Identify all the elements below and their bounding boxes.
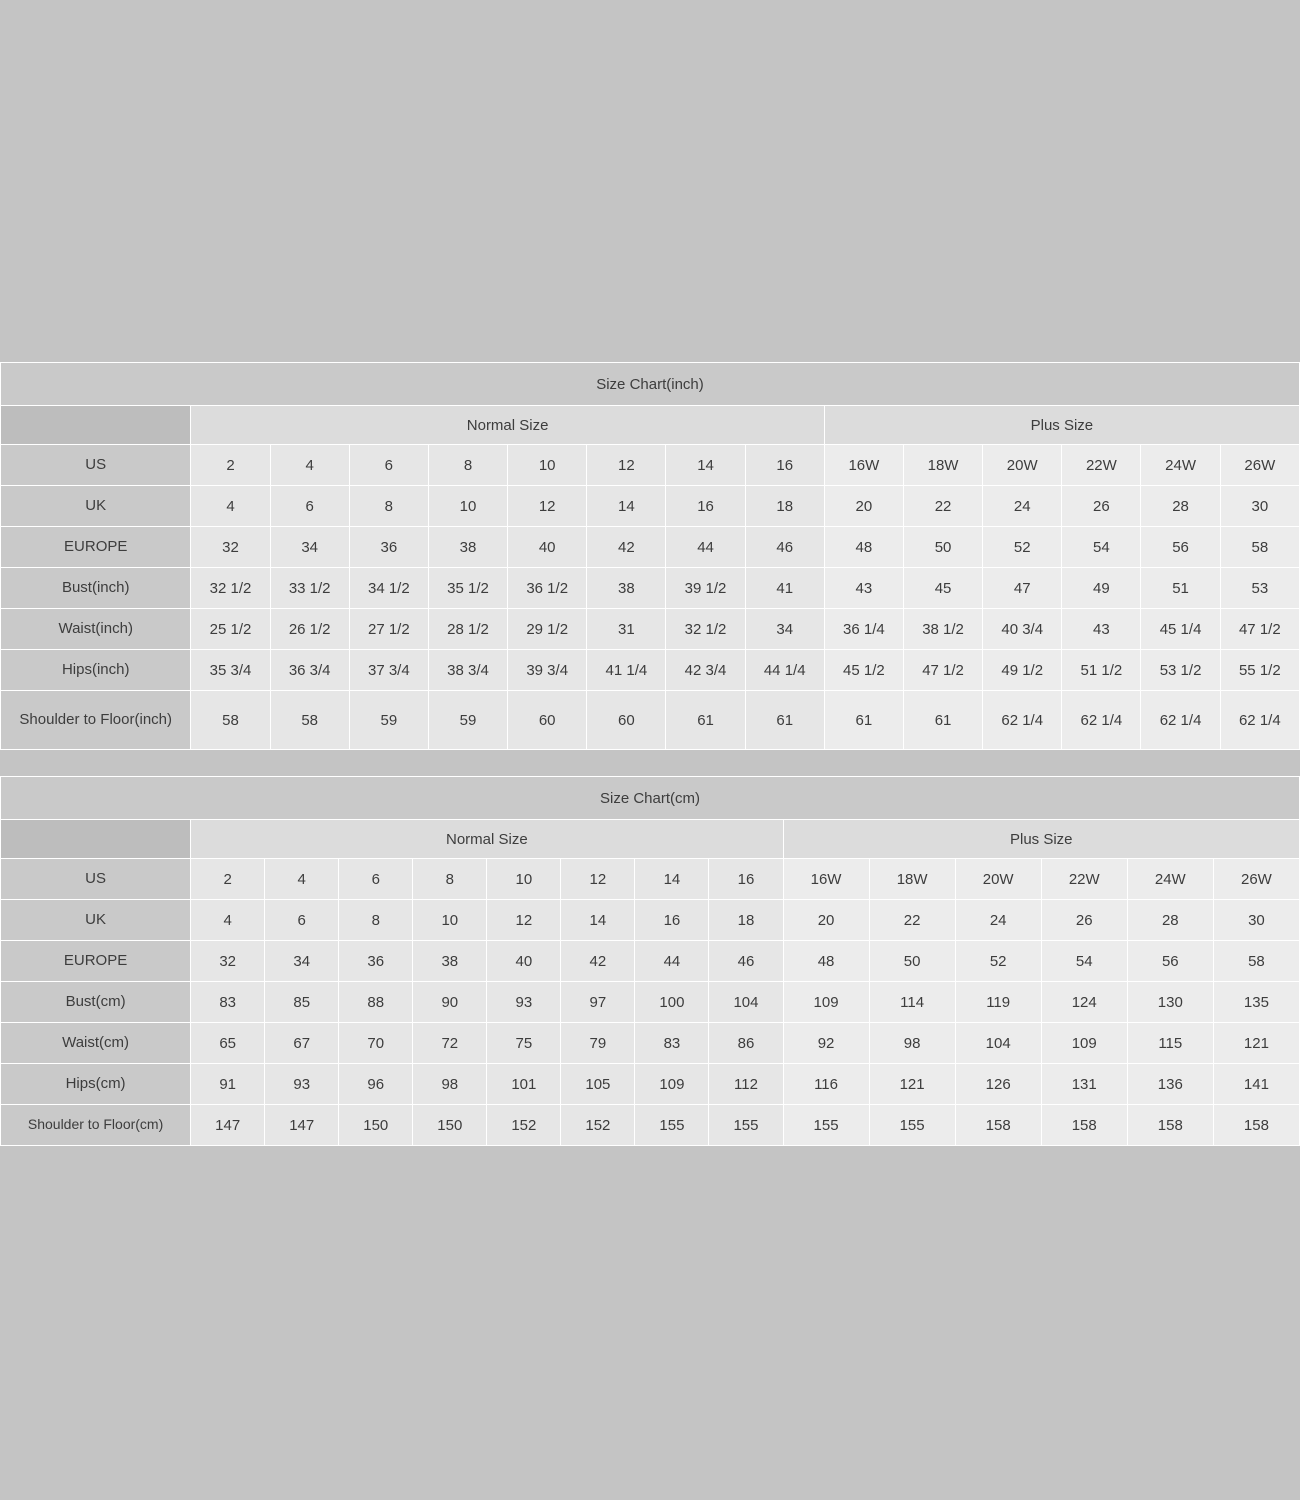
- table-row: [1, 1105, 1300, 1146]
- cell: 50: [869, 941, 955, 982]
- cell: 61: [666, 691, 745, 750]
- row-label: Bust(cm): [1, 982, 191, 1023]
- cell: 98: [869, 1023, 955, 1064]
- cell: 38 3/4: [428, 650, 507, 691]
- cell: 24W: [1127, 859, 1213, 900]
- cell: 155: [635, 1105, 709, 1146]
- cell: 79: [561, 1023, 635, 1064]
- group-header-spacer: [1, 406, 191, 445]
- cell: 10: [413, 900, 487, 941]
- group-header-plus: Plus Size: [783, 820, 1299, 859]
- cell: 49: [1062, 568, 1141, 609]
- cell: 52: [955, 941, 1041, 982]
- cell: 109: [1041, 1023, 1127, 1064]
- cell: 67: [265, 1023, 339, 1064]
- cell: 35 3/4: [191, 650, 270, 691]
- cell: 47 1/2: [1220, 609, 1299, 650]
- cell: 26W: [1213, 859, 1299, 900]
- cell: 34: [270, 527, 349, 568]
- cell: 32 1/2: [666, 609, 745, 650]
- cell: 51 1/2: [1062, 650, 1141, 691]
- cell: 60: [508, 691, 587, 750]
- cell: 38: [587, 568, 666, 609]
- row-label: EUROPE: [1, 941, 191, 982]
- cell: 39 3/4: [508, 650, 587, 691]
- cell: 22: [869, 900, 955, 941]
- cell: 14: [666, 445, 745, 486]
- table-row: [1, 1064, 1300, 1105]
- cell: 12: [587, 445, 666, 486]
- cell: 12: [561, 859, 635, 900]
- cell: 152: [561, 1105, 635, 1146]
- cell: 88: [339, 982, 413, 1023]
- cell: 2: [191, 859, 265, 900]
- table-row: [1, 1023, 1300, 1064]
- cell: 24W: [1141, 445, 1220, 486]
- cell: 155: [709, 1105, 783, 1146]
- cell: 147: [191, 1105, 265, 1146]
- cell: 45: [903, 568, 982, 609]
- cell: 158: [1127, 1105, 1213, 1146]
- group-header-plus: Plus Size: [824, 406, 1299, 445]
- cell: 29 1/2: [508, 609, 587, 650]
- cell: 32 1/2: [191, 568, 270, 609]
- cell: 38: [428, 527, 507, 568]
- cell: 36 3/4: [270, 650, 349, 691]
- cell: 28: [1141, 486, 1220, 527]
- cell: 96: [339, 1064, 413, 1105]
- table-body-inch: [1, 363, 1300, 750]
- cell: 91: [191, 1064, 265, 1105]
- row-label: Bust(inch): [1, 568, 191, 609]
- cell: 37 3/4: [349, 650, 428, 691]
- size-chart-cm: [0, 776, 1300, 1146]
- cell: 56: [1127, 941, 1213, 982]
- group-header-normal: Normal Size: [191, 820, 783, 859]
- cell: 98: [413, 1064, 487, 1105]
- cell: 10: [508, 445, 587, 486]
- cell: 83: [635, 1023, 709, 1064]
- cell: 59: [349, 691, 428, 750]
- cell: 56: [1141, 527, 1220, 568]
- cell: 104: [709, 982, 783, 1023]
- cell: 8: [428, 445, 507, 486]
- table-row: [1, 568, 1300, 609]
- cell: 8: [413, 859, 487, 900]
- cell: 43: [1062, 609, 1141, 650]
- cell: 75: [487, 1023, 561, 1064]
- cell: 2: [191, 445, 270, 486]
- cell: 54: [1041, 941, 1127, 982]
- size-table-inch: [0, 362, 1300, 750]
- cell: 35 1/2: [428, 568, 507, 609]
- cell: 109: [783, 982, 869, 1023]
- cell: 65: [191, 1023, 265, 1064]
- cell: 34 1/2: [349, 568, 428, 609]
- cell: 124: [1041, 982, 1127, 1023]
- cell: 53 1/2: [1141, 650, 1220, 691]
- cell: 30: [1213, 900, 1299, 941]
- cell: 18W: [869, 859, 955, 900]
- cell: 8: [349, 486, 428, 527]
- cell: 126: [955, 1064, 1041, 1105]
- cell: 86: [709, 1023, 783, 1064]
- cell: 22: [903, 486, 982, 527]
- cell: 34: [745, 609, 824, 650]
- cell: 4: [270, 445, 349, 486]
- cell: 97: [561, 982, 635, 1023]
- cell: 38 1/2: [903, 609, 982, 650]
- table-row: [1, 859, 1300, 900]
- cell: 26: [1041, 900, 1127, 941]
- cell: 16W: [783, 859, 869, 900]
- cell: 33 1/2: [270, 568, 349, 609]
- cell: 61: [903, 691, 982, 750]
- cell: 93: [265, 1064, 339, 1105]
- cell: 90: [413, 982, 487, 1023]
- cell: 104: [955, 1023, 1041, 1064]
- cell: 27 1/2: [349, 609, 428, 650]
- cell: 43: [824, 568, 903, 609]
- cell: 58: [1220, 527, 1299, 568]
- cell: 44: [635, 941, 709, 982]
- cell: 141: [1213, 1064, 1299, 1105]
- cell: 119: [955, 982, 1041, 1023]
- cell: 59: [428, 691, 507, 750]
- cell: 14: [635, 859, 709, 900]
- cell: 16: [709, 859, 783, 900]
- table-row: [1, 527, 1300, 568]
- cell: 130: [1127, 982, 1213, 1023]
- cell: 121: [869, 1064, 955, 1105]
- cell: 36 1/4: [824, 609, 903, 650]
- size-chart-inch: [0, 362, 1300, 750]
- cell: 131: [1041, 1064, 1127, 1105]
- cell: 6: [265, 900, 339, 941]
- cell: 44 1/4: [745, 650, 824, 691]
- cell: 48: [824, 527, 903, 568]
- table-row: [1, 900, 1300, 941]
- cell: 18W: [903, 445, 982, 486]
- row-label: Waist(inch): [1, 609, 191, 650]
- cell: 41 1/4: [587, 650, 666, 691]
- row-label: UK: [1, 900, 191, 941]
- cell: 8: [339, 900, 413, 941]
- cell: 150: [413, 1105, 487, 1146]
- cell: 48: [783, 941, 869, 982]
- cell: 51: [1141, 568, 1220, 609]
- cell: 85: [265, 982, 339, 1023]
- cell: 92: [783, 1023, 869, 1064]
- cell: 44: [666, 527, 745, 568]
- cell: 20: [783, 900, 869, 941]
- row-label: US: [1, 445, 191, 486]
- cell: 42: [561, 941, 635, 982]
- cell: 4: [265, 859, 339, 900]
- cell: 36: [349, 527, 428, 568]
- cell: 147: [265, 1105, 339, 1146]
- cell: 39 1/2: [666, 568, 745, 609]
- cell: 25 1/2: [191, 609, 270, 650]
- row-label: EUROPE: [1, 527, 191, 568]
- cell: 58: [1213, 941, 1299, 982]
- cell: 115: [1127, 1023, 1213, 1064]
- cell: 40 3/4: [983, 609, 1062, 650]
- cell: 93: [487, 982, 561, 1023]
- row-label: Waist(cm): [1, 1023, 191, 1064]
- cell: 20: [824, 486, 903, 527]
- cell: 31: [587, 609, 666, 650]
- cell: 60: [587, 691, 666, 750]
- cell: 6: [339, 859, 413, 900]
- table-body-cm: [1, 777, 1300, 1146]
- cell: 114: [869, 982, 955, 1023]
- cell: 62 1/4: [1220, 691, 1299, 750]
- cell: 55 1/2: [1220, 650, 1299, 691]
- cell: 50: [903, 527, 982, 568]
- cell: 62 1/4: [983, 691, 1062, 750]
- cell: 105: [561, 1064, 635, 1105]
- cell: 16W: [824, 445, 903, 486]
- table-row: [1, 982, 1300, 1023]
- cell: 158: [955, 1105, 1041, 1146]
- table-row: [1, 691, 1300, 750]
- cell: 109: [635, 1064, 709, 1105]
- cell: 49 1/2: [983, 650, 1062, 691]
- cell: 152: [487, 1105, 561, 1146]
- cell: 36 1/2: [508, 568, 587, 609]
- cell: 47 1/2: [903, 650, 982, 691]
- cell: 100: [635, 982, 709, 1023]
- cell: 4: [191, 900, 265, 941]
- cell: 62 1/4: [1062, 691, 1141, 750]
- cell: 41: [745, 568, 824, 609]
- cell: 36: [339, 941, 413, 982]
- cell: 62 1/4: [1141, 691, 1220, 750]
- cell: 52: [983, 527, 1062, 568]
- chart-title: Size Chart(inch): [1, 363, 1300, 406]
- cell: 54: [1062, 527, 1141, 568]
- cell: 46: [709, 941, 783, 982]
- title-row: [1, 777, 1300, 820]
- cell: 26W: [1220, 445, 1299, 486]
- row-label: Shoulder to Floor(inch): [1, 691, 191, 750]
- cell: 18: [745, 486, 824, 527]
- cell: 40: [487, 941, 561, 982]
- cell: 101: [487, 1064, 561, 1105]
- group-header-spacer: [1, 820, 191, 859]
- cell: 22W: [1041, 859, 1127, 900]
- size-table-cm: [0, 776, 1300, 1146]
- cell: 6: [349, 445, 428, 486]
- cell: 155: [869, 1105, 955, 1146]
- cell: 112: [709, 1064, 783, 1105]
- cell: 158: [1213, 1105, 1299, 1146]
- cell: 16: [666, 486, 745, 527]
- cell: 70: [339, 1023, 413, 1064]
- cell: 28: [1127, 900, 1213, 941]
- group-header-normal: Normal Size: [191, 406, 824, 445]
- cell: 14: [587, 486, 666, 527]
- cell: 58: [270, 691, 349, 750]
- cell: 12: [508, 486, 587, 527]
- cell: 72: [413, 1023, 487, 1064]
- cell: 83: [191, 982, 265, 1023]
- cell: 26: [1062, 486, 1141, 527]
- cell: 24: [983, 486, 1062, 527]
- cell: 30: [1220, 486, 1299, 527]
- cell: 22W: [1062, 445, 1141, 486]
- cell: 42: [587, 527, 666, 568]
- cell: 58: [191, 691, 270, 750]
- cell: 135: [1213, 982, 1299, 1023]
- cell: 10: [428, 486, 507, 527]
- table-row: [1, 650, 1300, 691]
- cell: 150: [339, 1105, 413, 1146]
- group-header-row: [1, 820, 1300, 859]
- cell: 32: [191, 941, 265, 982]
- row-label: Hips(cm): [1, 1064, 191, 1105]
- cell: 6: [270, 486, 349, 527]
- cell: 20W: [983, 445, 1062, 486]
- table-row: [1, 445, 1300, 486]
- cell: 16: [745, 445, 824, 486]
- cell: 121: [1213, 1023, 1299, 1064]
- title-row: [1, 363, 1300, 406]
- cell: 12: [487, 900, 561, 941]
- cell: 61: [745, 691, 824, 750]
- cell: 18: [709, 900, 783, 941]
- cell: 47: [983, 568, 1062, 609]
- cell: 45 1/4: [1141, 609, 1220, 650]
- row-label: Shoulder to Floor(cm): [1, 1105, 191, 1146]
- cell: 16: [635, 900, 709, 941]
- cell: 26 1/2: [270, 609, 349, 650]
- row-label: UK: [1, 486, 191, 527]
- cell: 61: [824, 691, 903, 750]
- cell: 45 1/2: [824, 650, 903, 691]
- cell: 40: [508, 527, 587, 568]
- cell: 158: [1041, 1105, 1127, 1146]
- table-row: [1, 941, 1300, 982]
- cell: 38: [413, 941, 487, 982]
- cell: 28 1/2: [428, 609, 507, 650]
- cell: 32: [191, 527, 270, 568]
- cell: 34: [265, 941, 339, 982]
- cell: 10: [487, 859, 561, 900]
- table-row: [1, 609, 1300, 650]
- cell: 42 3/4: [666, 650, 745, 691]
- cell: 14: [561, 900, 635, 941]
- cell: 20W: [955, 859, 1041, 900]
- cell: 53: [1220, 568, 1299, 609]
- row-label: US: [1, 859, 191, 900]
- table-row: [1, 486, 1300, 527]
- cell: 155: [783, 1105, 869, 1146]
- chart-title: Size Chart(cm): [1, 777, 1300, 820]
- row-label: Hips(inch): [1, 650, 191, 691]
- cell: 116: [783, 1064, 869, 1105]
- cell: 4: [191, 486, 270, 527]
- cell: 46: [745, 527, 824, 568]
- cell: 24: [955, 900, 1041, 941]
- group-header-row: [1, 406, 1300, 445]
- cell: 136: [1127, 1064, 1213, 1105]
